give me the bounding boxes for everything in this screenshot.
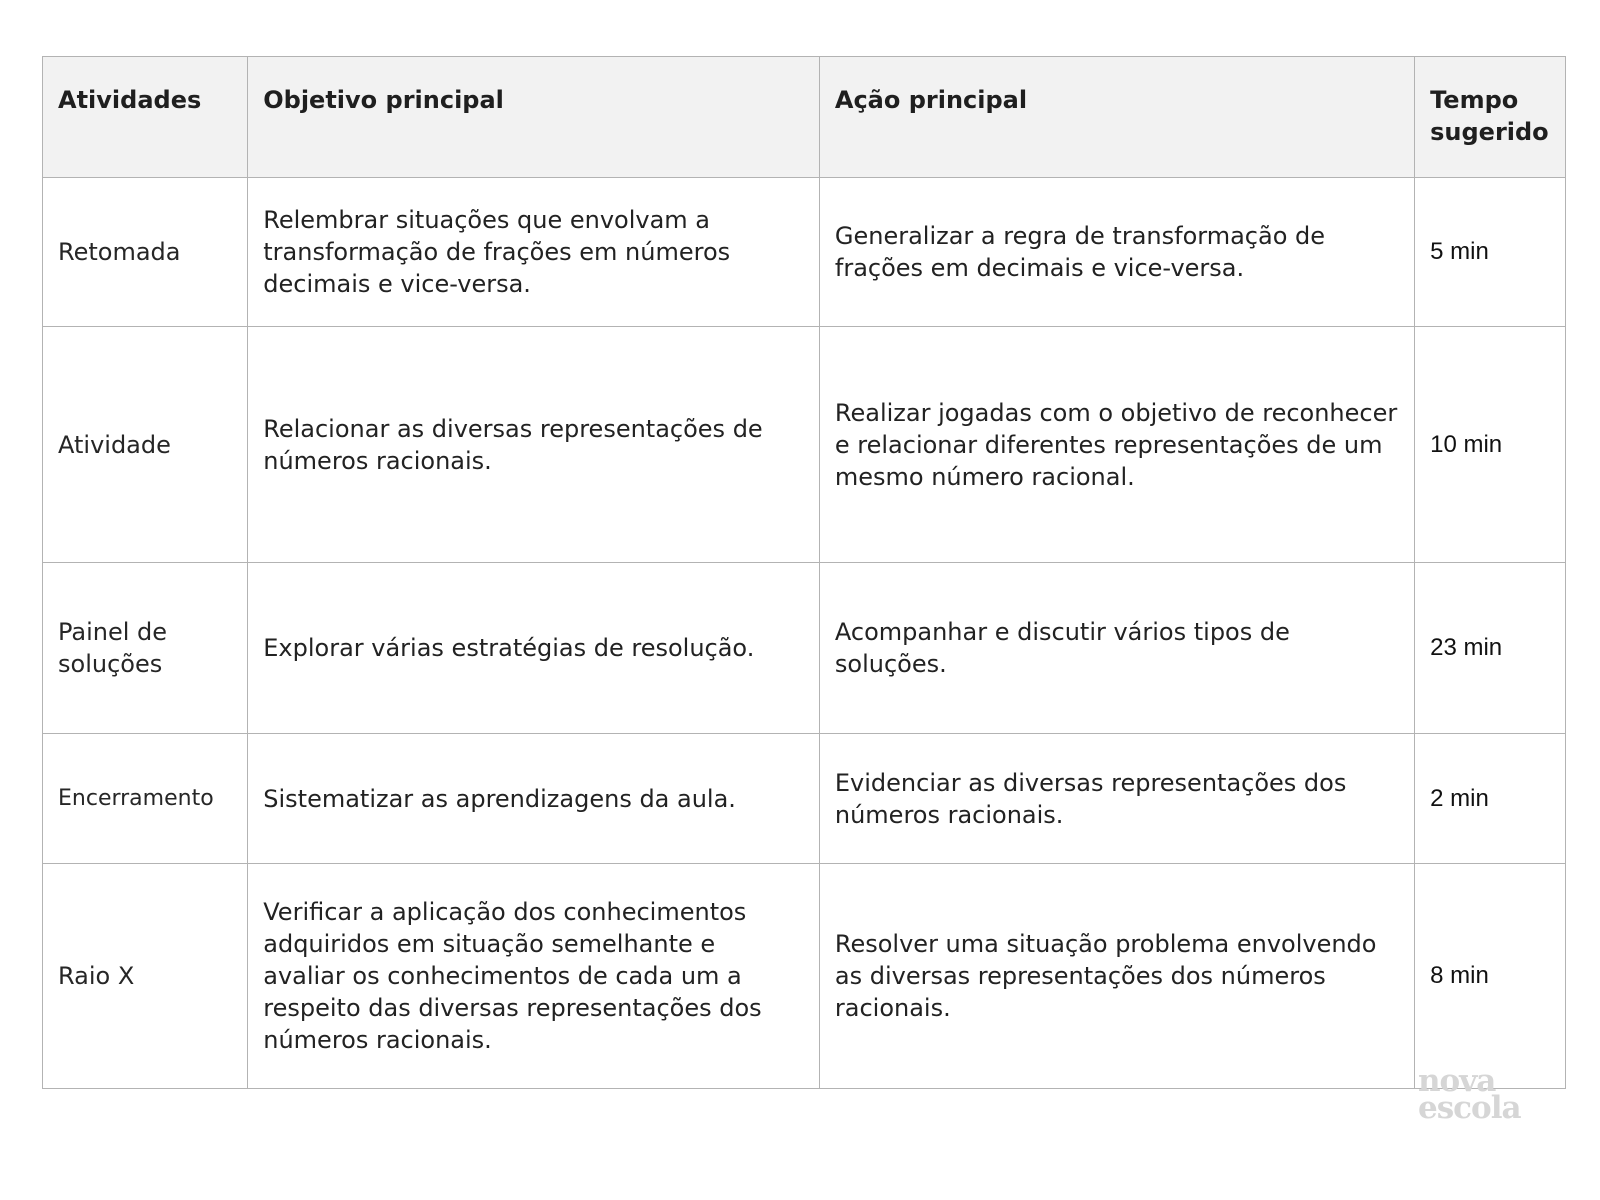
header-activities: Atividades xyxy=(43,57,248,178)
table-row xyxy=(43,734,1566,864)
activity-cell: Retomada xyxy=(43,178,248,327)
action-cell: Generalizar a regra de transformação de frações em decimais e vice-versa. xyxy=(819,178,1414,327)
header-row xyxy=(43,57,1566,178)
time-cell: 8 min xyxy=(1415,864,1566,1089)
activity-cell: Atividade xyxy=(43,327,248,563)
activity-cell: Raio X xyxy=(43,864,248,1089)
header-main-action: Ação principal xyxy=(819,57,1414,178)
table-row xyxy=(43,563,1566,734)
action-cell: Acompanhar e discutir vários tipos de soluções. xyxy=(819,563,1414,734)
watermark-line-1: nova xyxy=(1418,1063,1496,1099)
objective-cell: Relacionar as diversas representações de números racionais. xyxy=(248,327,820,563)
action-cell: Evidenciar as diversas representações dos números racionais. xyxy=(819,734,1414,864)
time-cell: 2 min xyxy=(1415,734,1566,864)
activity-cell: Encerramento xyxy=(43,734,248,864)
time-cell: 10 min xyxy=(1415,327,1566,563)
nova-escola-watermark xyxy=(1418,1063,1521,1126)
objective-cell: Sistematizar as aprendizagens da aula. xyxy=(248,734,820,864)
header-main-objective: Objetivo principal xyxy=(248,57,820,178)
watermark-line-2: escola xyxy=(1418,1090,1521,1126)
objective-cell: Verificar a aplicação dos conhecimentos adquiridos em situação semelhante e avaliar os conhecimentos de cada um a respeito das diversas representações dos números racionais. xyxy=(248,864,820,1089)
table-row xyxy=(43,864,1566,1089)
activity-cell: Painel de soluções xyxy=(43,563,248,734)
action-cell: Realizar jogadas com o objetivo de reconhecer e relacionar diferentes representações de um mesmo número racional. xyxy=(819,327,1414,563)
lesson-plan-table xyxy=(42,56,1566,1089)
objective-cell: Explorar várias estratégias de resolução. xyxy=(248,563,820,734)
objective-cell: Relembrar situações que envolvam a transformação de frações em números decimais e vice-versa. xyxy=(248,178,820,327)
header-suggested-time: Tempo sugerido xyxy=(1415,57,1566,178)
time-cell: 5 min xyxy=(1415,178,1566,327)
time-cell: 23 min xyxy=(1415,563,1566,734)
action-cell: Resolver uma situação problema envolvendo as diversas representações dos números racionais. xyxy=(819,864,1414,1089)
table-row xyxy=(43,178,1566,327)
table-row xyxy=(43,327,1566,563)
